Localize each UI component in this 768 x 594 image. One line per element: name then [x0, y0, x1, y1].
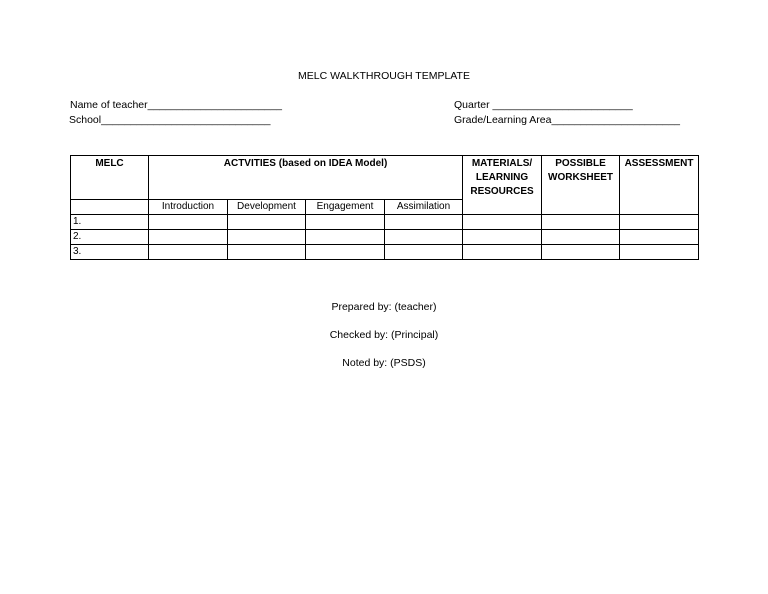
- melc-walkthrough-table: [70, 155, 699, 260]
- table-cell: [306, 245, 385, 260]
- subheader-engagement: Engagement: [306, 200, 385, 215]
- row-number: 3.: [71, 245, 149, 260]
- table-cell: [542, 245, 620, 260]
- table-row: [71, 215, 699, 230]
- table-cell: [149, 245, 228, 260]
- grade-learning-area-field: Grade/Learning Area______________________: [454, 114, 680, 126]
- subheader-development: Development: [228, 200, 306, 215]
- table-cell: [149, 215, 228, 230]
- table-row: [71, 245, 699, 260]
- teacher-name-field: Name of teacher_______________________: [70, 99, 282, 111]
- table-cell: [463, 230, 542, 245]
- document-title: MELC WALKTHROUGH TEMPLATE: [298, 70, 470, 82]
- table-cell: [385, 245, 463, 260]
- row-number: 1.: [71, 215, 149, 230]
- header-materials: MATERIALS/ LEARNING RESOURCES: [463, 156, 542, 215]
- table-cell: [620, 215, 699, 230]
- table-cell: [542, 215, 620, 230]
- quarter-field: Quarter ________________________: [454, 99, 633, 111]
- subheader-assimilation: Assimilation: [385, 200, 463, 215]
- table-cell: [542, 230, 620, 245]
- school-field: School_____________________________: [69, 114, 271, 126]
- subheader-empty-cell: [71, 200, 149, 215]
- table-cell: [306, 215, 385, 230]
- table-row: [71, 230, 699, 245]
- table-cell: [463, 215, 542, 230]
- table-cell: [228, 230, 306, 245]
- header-worksheet: POSSIBLE WORKSHEET: [542, 156, 620, 215]
- row-number: 2.: [71, 230, 149, 245]
- checked-by-line: Checked by: (Principal): [329, 329, 439, 341]
- subheader-introduction: Introduction: [149, 200, 228, 215]
- table-cell: [385, 215, 463, 230]
- table-header-row: [71, 156, 699, 200]
- table-cell: [620, 245, 699, 260]
- table-cell: [149, 230, 228, 245]
- table-cell: [228, 215, 306, 230]
- table-cell: [620, 230, 699, 245]
- prepared-by-line: Prepared by: (teacher): [331, 301, 437, 313]
- table-cell: [228, 245, 306, 260]
- table-cell: [306, 230, 385, 245]
- header-melc: MELC: [71, 156, 149, 200]
- noted-by-line: Noted by: (PSDS): [342, 357, 426, 369]
- table-cell: [463, 245, 542, 260]
- header-activities: ACTVITIES (based on IDEA Model): [149, 156, 463, 200]
- header-assessment: ASSESSMENT: [620, 156, 699, 215]
- table-cell: [385, 230, 463, 245]
